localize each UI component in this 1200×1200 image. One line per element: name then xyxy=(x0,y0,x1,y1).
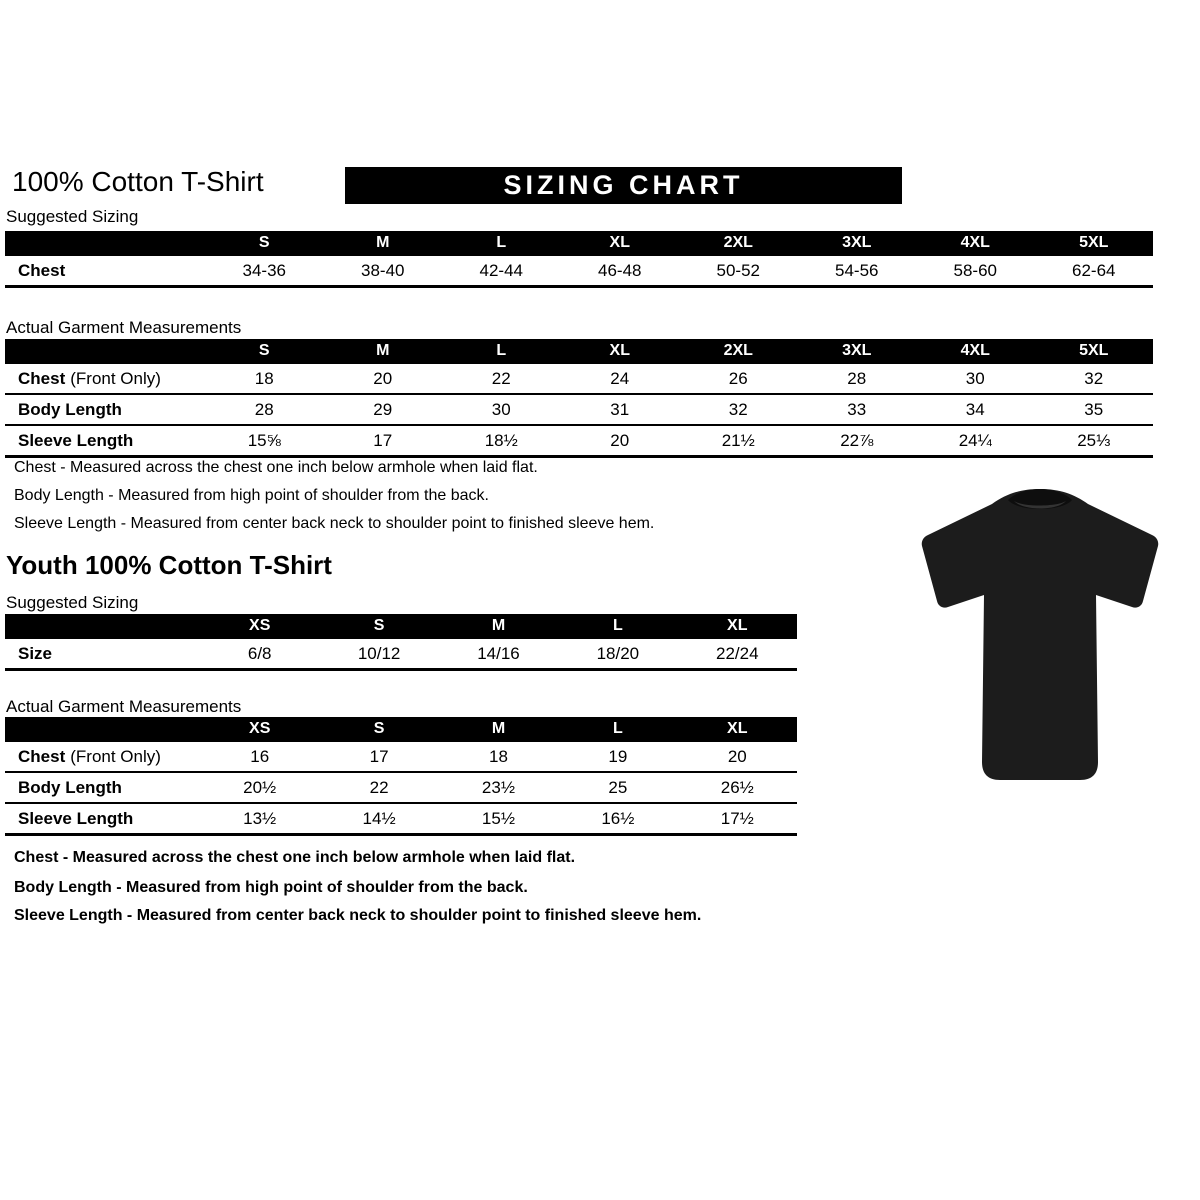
cell: 29 xyxy=(373,400,393,419)
cell: 28 xyxy=(847,369,867,388)
cell: 34 xyxy=(965,400,985,419)
size-column-header: XL xyxy=(678,614,797,639)
cell: 58-60 xyxy=(953,261,997,280)
cell: 19 xyxy=(608,747,628,766)
tshirt-graphic xyxy=(890,474,1190,819)
adult-actual-measurements-label: Actual Garment Measurements xyxy=(6,318,242,337)
youth-actual-table xyxy=(5,717,797,836)
cell: 16 xyxy=(250,747,270,766)
youth-measurement-note-chest: Chest - Measured across the chest one inch below armhole when laid flat. xyxy=(14,849,576,866)
cell: 46-48 xyxy=(598,261,642,280)
youth-measurement-note-body-length: Body Length - Measured from high point of shoulder from the back. xyxy=(14,879,528,896)
cell: 18 xyxy=(254,369,274,388)
cell: 33 xyxy=(847,400,867,419)
size-column-header: 5XL xyxy=(1035,231,1154,256)
row-label: Sleeve Length xyxy=(18,431,134,450)
size-column-header: S xyxy=(205,231,324,256)
youth-measurement-note-sleeve-length: Sleeve Length - Measured from center back neck to shoulder point to finished sleeve hem. xyxy=(14,907,702,924)
size-column-header: 3XL xyxy=(798,231,917,256)
cell: 18 xyxy=(489,747,508,766)
sizing-chart-banner: SIZING CHART xyxy=(345,167,902,204)
table-row xyxy=(5,364,1153,394)
size-column-header: XS xyxy=(200,614,319,639)
size-column-header: M xyxy=(439,614,558,639)
cell: 18½ xyxy=(484,431,518,450)
size-column-header: 4XL xyxy=(916,231,1035,256)
cell: 20 xyxy=(727,747,747,766)
row-label: Body Length xyxy=(18,778,122,797)
size-column-header: 4XL xyxy=(916,339,1035,364)
table-row xyxy=(5,256,1153,287)
cell: 31 xyxy=(610,400,630,419)
cell: 24¼ xyxy=(958,431,992,450)
row-label: Size xyxy=(18,644,53,663)
size-column-header: XL xyxy=(561,231,680,256)
size-column-header: XL xyxy=(561,339,680,364)
cell: 20½ xyxy=(243,778,277,797)
table-row xyxy=(5,425,1153,457)
table-row xyxy=(5,772,797,803)
cell: 20 xyxy=(373,369,393,388)
cell: 26½ xyxy=(720,778,754,797)
empty-header-cell xyxy=(5,339,205,364)
cell: 15½ xyxy=(481,809,516,828)
cell: 10/12 xyxy=(357,644,401,663)
row-label xyxy=(5,364,205,394)
cell: 25⅓ xyxy=(1077,431,1111,450)
size-column-header: M xyxy=(439,717,558,742)
cell: 18/20 xyxy=(596,644,640,663)
youth-suggested-table xyxy=(5,614,797,671)
cell: 25 xyxy=(608,778,628,797)
row-label: Sleeve Length xyxy=(18,809,134,828)
cell: 22/24 xyxy=(716,644,759,663)
table-row xyxy=(5,742,797,772)
table-header-row xyxy=(5,614,797,639)
size-column-header: 2XL xyxy=(679,339,798,364)
cell: 20 xyxy=(610,431,630,450)
cell: 15⅝ xyxy=(247,431,281,450)
cell: 14½ xyxy=(362,809,396,828)
youth-actual-measurements-label: Actual Garment Measurements xyxy=(6,697,242,716)
row-label-suffix: (Front Only) xyxy=(70,369,161,388)
cell: 17 xyxy=(369,747,389,766)
table-header-row xyxy=(5,231,1153,256)
adult-suggested-table xyxy=(5,231,1153,288)
cell: 38-40 xyxy=(361,261,405,280)
size-column-header: XS xyxy=(200,717,319,742)
measurement-note-body-length: Body Length - Measured from high point of shoulder from the back. xyxy=(14,487,489,504)
size-column-header: L xyxy=(558,717,677,742)
cell: 22⅞ xyxy=(840,431,874,450)
cell: 35 xyxy=(1084,400,1104,419)
adult-suggested-sizing-label: Suggested Sizing xyxy=(6,207,139,226)
size-column-header: 2XL xyxy=(679,231,798,256)
cell: 62-64 xyxy=(1072,261,1116,280)
cell: 34-36 xyxy=(242,261,286,280)
table-row xyxy=(5,394,1153,425)
size-column-header: XL xyxy=(678,717,797,742)
youth-section-title: Youth 100% Cotton T-Shirt xyxy=(6,550,332,580)
cell: 54-56 xyxy=(835,261,879,280)
empty-header-cell xyxy=(5,231,205,256)
cell: 42-44 xyxy=(479,261,523,280)
adult-actual-table xyxy=(5,339,1153,458)
cell: 28 xyxy=(254,400,274,419)
cell: 13½ xyxy=(243,809,277,828)
cell: 50-52 xyxy=(716,261,760,280)
cell: 30 xyxy=(965,369,985,388)
cell: 6/8 xyxy=(247,644,272,663)
measurement-note-sleeve-length: Sleeve Length - Measured from center back neck to shoulder point to finished sleeve hem. xyxy=(14,515,655,532)
size-column-header: 3XL xyxy=(798,339,917,364)
tshirt-icon xyxy=(890,474,1190,819)
row-label xyxy=(5,742,200,772)
cell: 24 xyxy=(610,369,630,388)
size-column-header: L xyxy=(442,231,561,256)
cell: 17 xyxy=(373,431,393,450)
cell: 22 xyxy=(491,369,511,388)
cell: 32 xyxy=(1084,369,1104,388)
row-label-text: Chest xyxy=(18,747,66,766)
measurement-note-chest: Chest - Measured across the chest one inch below armhole when laid flat. xyxy=(14,459,538,476)
size-column-header: L xyxy=(442,339,561,364)
cell: 17½ xyxy=(720,809,754,828)
size-column-header: M xyxy=(324,339,443,364)
table-header-row xyxy=(5,339,1153,364)
row-label: Body Length xyxy=(18,400,122,419)
cell: 21½ xyxy=(721,431,755,450)
size-column-header: S xyxy=(205,339,324,364)
size-column-header: M xyxy=(324,231,443,256)
cell: 26 xyxy=(728,369,748,388)
row-label: Chest xyxy=(18,261,66,280)
page-title: 100% Cotton T-Shirt xyxy=(12,166,264,197)
table-row xyxy=(5,639,797,670)
size-column-header: L xyxy=(558,614,677,639)
size-column-header: S xyxy=(319,614,438,639)
cell: 30 xyxy=(491,400,511,419)
cell: 32 xyxy=(728,400,748,419)
empty-header-cell xyxy=(5,717,200,742)
size-column-header: 5XL xyxy=(1035,339,1154,364)
row-label-suffix: (Front Only) xyxy=(70,747,161,766)
row-label-text: Chest xyxy=(18,369,66,388)
cell: 14/16 xyxy=(477,644,520,663)
cell: 16½ xyxy=(601,809,635,828)
size-column-header: S xyxy=(319,717,438,742)
cell: 22 xyxy=(369,778,389,797)
table-row xyxy=(5,803,797,835)
table-header-row xyxy=(5,717,797,742)
cell: 23½ xyxy=(481,778,516,797)
youth-suggested-sizing-label: Suggested Sizing xyxy=(6,593,139,612)
empty-header-cell xyxy=(5,614,200,639)
